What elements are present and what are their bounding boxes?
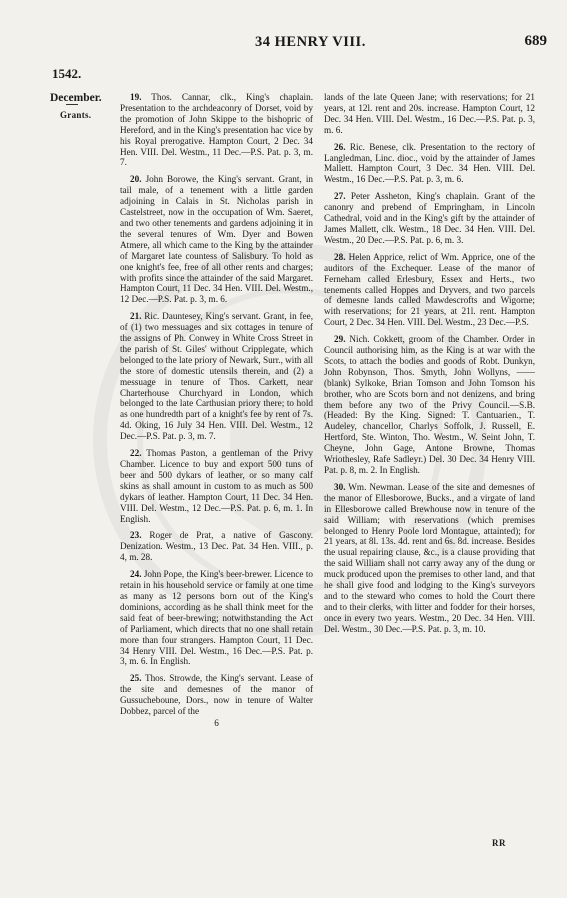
entry-24: 24. John Pope, the King's beer-brewer. Licence to retain in his household service or family at one time as many as 12 persons born out of the King's dominions, according as he shall think meet for the said feat of beer-brewing; notwithstanding the Act of Parliament, which directs that no one shall retain more than four strangers. Hampton Court, 11 Dec. 34 Henry VIII. Del. Westm., 16 Dec.—P.S. Pat. p. 3, m. 6. In English. bbox=[120, 569, 313, 667]
margin-month: December. bbox=[50, 92, 102, 104]
entry-22: 22. Thomas Paston, a gentleman of the Privy Chamber. Licence to buy and export 500 tuns of beer and 500 dykars of leather, or so many calf skins as shall amount in custom to as much as 500 dykars of leather. Hampton Court, 11 Dec. 34 Hen. VIII. Del. Westm., 12 Dec.—P.S. Pat. p. 6, m. 1. In English. bbox=[120, 448, 313, 524]
entry-19: 19. Thos. Cannar, clk., King's chaplain. Presentation to the archdeaconry of Dorset, void by the promotion of John Skippe to the bishopric of Hereford, and in the King's presentation hac vice by his Royal prerogative. Hampton Court, 2 Dec. 34 Hen. VIII. Del. Westm., 11 Dec.—P.S. Pat. p. 3, m. 7. bbox=[120, 92, 313, 168]
entry-20: 20. John Borowe, the King's servant. Grant, in tail male, of a tenement with a little garden adjoining in Calais in St. Nicholas parish in Castelstreet, now in the occupation of Wm. Saeret, and two other tenements and gardens adjoining it in the several tenures of Wm. Dyer and Bowen Atmere, all which came to the King by the attainder of Margaret late countess of Salisbury. To hold as one knight's fee, free of all other rents and charges; with profits since the attainder of the said Margaret. Hampton Court, 11 Dec. 34 Hen. VIII. Del. Westm., 12 Dec.—P.S. Pat. p. 3, m. 6. bbox=[120, 174, 313, 305]
entry-27: 27. Peter Assheton, King's chaplain. Grant of the canonry and prebend of Empringham, in Lincoln Cathedral, void and in the King's gift by the attainder of James Mallett, clk. Westm., 18 Dec. 34 Hen. VIII. Del. Westm., 20 Dec.—P.S. Pat. p. 6, m. 3. bbox=[324, 191, 535, 245]
right-column bbox=[324, 92, 535, 641]
column-divider bbox=[318, 92, 319, 837]
margin-section-label: Grants. bbox=[60, 110, 92, 120]
entry-23: 23. Roger de Prat, a native of Gascony. Denization. Westm., 13 Dec. Pat. 34 Hen. VIII., p. 4, m. 28. bbox=[120, 530, 314, 563]
entry-30: 30. Wm. Newman. Lease of the site and demesnes of the manor of Ellesborowe, Bucks., and a virgate of land in Ellesborowe called Brewhouse now in tenure of the said William; with reservations (which premises belonged to Henry Poole lord Montague, attainted); for 21 years, at 8l. 13s. 4d. rent and 6s. 8d. increase. Besides the usual repairing clause, &c., is a clause providing that the said William shall not carry away any of the dung or muck produced upon the premises to other land, and that he shall give food and lodging to the King's surveyors and to the steward who comes to hold the Court there and to their clerks, with litter and fodder for their horses, once in every two years. Westm., 20 Dec. 34 Hen. VIII. Del. Westm., 30 Dec.—P.S. Pat. p. 3, m. 10. bbox=[324, 481, 535, 634]
margin-year: 1542. bbox=[52, 66, 82, 81]
catchword: 6 bbox=[214, 717, 219, 728]
page-number: 689 bbox=[524, 33, 547, 49]
entry-25: 25. Thos. Strowde, the King's servant. Lease of the site and demesnes of the manor of Gussucheboune, Dors., now in tenure of Walter Dobbez, parcel of the bbox=[120, 673, 313, 717]
margin-divider bbox=[66, 104, 78, 105]
entry-21: 21. Ric. Dauntesey, King's servant. Grant, in fee, of (1) two messuages and six cottages in tenure of the assigns of Ph. Conwey in White Cross Street in the parish of St. Giles' without Cripplegate, which belonged to the late priory of Newark, Surr., with all the store of domestic utensils therein, and (2) a messuage in tenure of Thos. Carkett, near Charterhouse Churchyard in London, which belonged to the late Carthusian priory there; to hold as one hundredth part of a knight's fee by rent of 7s. 4d. Oking, 16 July 34 Hen. VIII. Del. Westm., 12 Dec.—P.S. Pat. p. 3, m. 7. bbox=[120, 311, 313, 442]
left-column bbox=[120, 92, 313, 729]
entry-25-continued: lands of the late Queen Jane; with reservations; for 21 years, at 12l. rent and 20s. increase. Hampton Court, 12 Dec. 34 Hen. VIII. Del. Westm., 16 Dec.—P.S. Pat. p. 3, m. 6. bbox=[324, 92, 535, 135]
signature-mark: RR bbox=[492, 838, 506, 848]
entry-28: 28. Helen Apprice, relict of Wm. Apprice, one of the auditors of the Exchequer. Lease of the manor of Ferneham called Erlesbury, Essex and Herts., two tenements called Hoppes and Dryvers, and two parcels of demesne lands called Mawdescrofts and Wigorne; with reservations; for 21 years, at 21l. rent. Hampton Court, 2 Dec. 34 Hen. VIII. Del. Westm., 23 Dec.—P.S. bbox=[324, 251, 535, 328]
entry-26: 26. Ric. Benese, clk. Presentation to the rectory of Langledman, Linc. dioc., void by the attainder of James Mallett. Hampton Court, 3 Dec. 34 Hen. VIII. Del. Westm., 16 Dec.—P.S. Pat. p. 3, m. 6. bbox=[324, 141, 535, 185]
entry-29: 29. Nich. Cokkett, groom of the Chamber. Order in Council authorising him, as the King is at war with the Scots, to attach the bodies and goods of Robt. Dunkyn, John Robynson, Thos. Smyth, John Wollyns, —— (blank) Sylkoke, Brian Tomson and John Tomson his brother, who are Scots born and not denizens, and bring them before any two of the Privy Council.—S.B. (Headed: By the King. Signed: T. Cantuarien., T. Audeley, chancellor, Charlys Soffolk, J. Russell, E. Hertford, Ste. Winton, Tho. Westm., W. Seint John, T. Cheyne, John Gage, Antone Browne, Thomas Wriothesley, Rafe Sadleyr.) Del. 30 Dec. 34 Henry VIII. Pat. p. 8, m. 2. In English. bbox=[324, 334, 536, 475]
running-head-title: 34 HENRY VIII. bbox=[255, 34, 366, 50]
